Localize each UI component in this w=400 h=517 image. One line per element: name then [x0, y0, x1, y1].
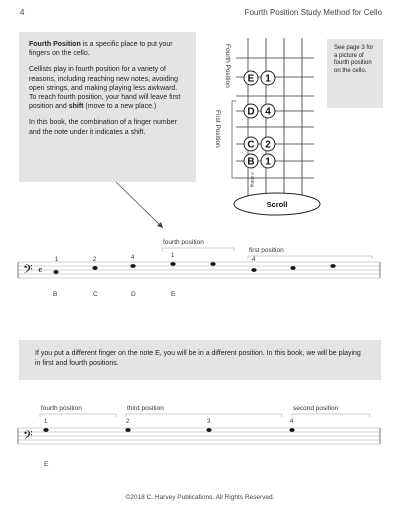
note-head: [289, 428, 294, 432]
position-label: third position: [127, 405, 164, 412]
marker-note: E: [247, 73, 255, 85]
copyright: ©2018 C. Harvey Publications. All Rights Reserved.: [125, 494, 275, 501]
staff-1: [18, 239, 380, 298]
position-label: fourth position: [41, 405, 82, 412]
note-name: B: [53, 291, 58, 298]
note-head: [251, 268, 256, 272]
intro-paragraph-3: In this book, the combination of a finger number and the note under it indicates a shift.: [29, 119, 177, 136]
marker-note: B: [247, 156, 255, 168]
intro-term: Fourth Position: [29, 41, 81, 48]
note-head: [330, 264, 335, 268]
intro-shift-term: shift: [68, 103, 84, 111]
bass-clef-icon: 𝄢: [23, 263, 33, 280]
finger-number: 2: [126, 419, 130, 425]
intro-p1-text: is a specific place to put your fingers on the cello.: [29, 41, 173, 58]
note-head: [206, 428, 211, 432]
finger-number: 4: [290, 419, 294, 425]
note-head: [290, 266, 295, 270]
marker-finger: 4: [265, 106, 271, 118]
note-head: [210, 262, 215, 266]
pointer-arrow-line: [116, 182, 163, 228]
fourth-position-label: Fourth Position: [224, 44, 231, 88]
note-name: E: [44, 461, 49, 468]
staff-2: [18, 405, 380, 468]
running-title: Fourth Position Study Method for Cello: [244, 8, 382, 17]
string-label: A string: [250, 172, 255, 188]
finger-number: 1: [55, 257, 59, 263]
note-head: [43, 428, 48, 432]
first-position-label: First Position: [214, 110, 221, 148]
finger-number: 2: [93, 257, 97, 263]
common-time-icon: 𝄴: [38, 266, 43, 277]
finger-number: 4: [252, 257, 256, 263]
marker-finger: 1: [265, 73, 271, 85]
marker-note: C: [247, 139, 255, 151]
note-name: D: [131, 291, 136, 298]
finger-number: 1: [171, 253, 175, 259]
side-note: See page 3 for a picture of fourth position on the cello.: [327, 39, 383, 108]
marker-finger: 2: [265, 139, 271, 151]
bass-clef-icon: 𝄢: [23, 429, 33, 446]
finger-number: 4: [131, 255, 135, 261]
note-name: C: [93, 291, 98, 298]
note-head: [92, 266, 97, 270]
position-label: first position: [249, 247, 284, 254]
finger-number: 1: [44, 419, 48, 425]
first-position-bracket: [232, 101, 236, 178]
position-label: second position: [293, 405, 339, 412]
finger-number: 3: [207, 419, 211, 425]
note-head: [125, 428, 130, 432]
page-number: 4: [20, 8, 25, 17]
bottom-note-box: If you put a different finger on the note E, you will be in a different position. In this book, we will be playing in first and fourth positions.: [19, 340, 381, 380]
marker-finger: 1: [265, 156, 271, 168]
intro-p2-text-a: Cellists play in fourth position for a variety of reasons, including reaching new notes, avoiding open strings, and making playing less awkward. To reach fourth position, your hand will leave first position and: [29, 66, 181, 111]
position-label: fourth position: [163, 239, 204, 246]
scroll-label: Scroll: [266, 200, 288, 209]
note-head: [170, 262, 175, 266]
marker-note: D: [247, 106, 255, 118]
note-head: [130, 264, 135, 268]
note-name: E: [171, 291, 176, 298]
note-head: [53, 270, 58, 274]
marker-e-1: [244, 71, 275, 85]
intro-p2-text-b: (move to a new place.): [83, 103, 157, 111]
